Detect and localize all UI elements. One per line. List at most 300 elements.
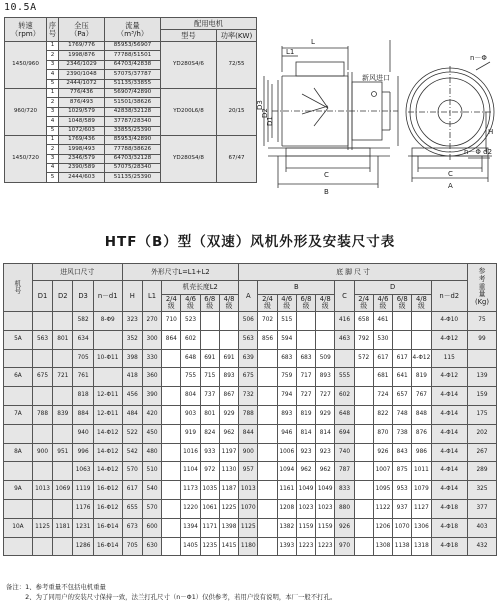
table-cell: 159 xyxy=(468,387,497,406)
seq-cell: 1 xyxy=(47,88,59,97)
table-cell: 794 xyxy=(277,387,296,406)
header-d-68: 6/8 级 xyxy=(393,295,412,312)
table-cell: 14-Φ12 xyxy=(93,424,122,443)
table-cell: 755 xyxy=(181,368,200,387)
table-cell: 510 xyxy=(142,462,161,481)
table-cell: 1208 xyxy=(277,499,296,518)
pressure-cell: 1029/579 xyxy=(59,107,105,116)
table-cell xyxy=(4,499,33,518)
header-d-24: 2/4 级 xyxy=(354,295,373,312)
seq-cell: 4 xyxy=(47,117,59,126)
header-casing-length: 机壳长度L2 xyxy=(162,281,239,295)
table-cell xyxy=(162,518,181,537)
table-cell xyxy=(296,330,315,349)
table-cell: 814 xyxy=(316,424,335,443)
table-cell xyxy=(32,312,52,331)
table-cell xyxy=(258,443,277,462)
header-machine-no: 机 号 xyxy=(4,264,33,312)
table-cell xyxy=(296,312,315,331)
table-cell: 1070 xyxy=(239,499,258,518)
pressure-cell: 2444/1072 xyxy=(59,79,105,88)
seq-cell: 5 xyxy=(47,79,59,88)
table-cell: 900 xyxy=(239,443,258,462)
table-cell: 933 xyxy=(200,443,219,462)
table-cell: 792 xyxy=(354,330,373,349)
table-cell xyxy=(162,349,181,368)
table-cell: 740 xyxy=(335,443,354,462)
table-cell: 657 xyxy=(393,387,412,406)
table-cell xyxy=(93,368,122,387)
notes xyxy=(6,582,336,602)
flow-cell: 37787/28340 xyxy=(105,117,161,126)
table-cell: 681 xyxy=(373,368,392,387)
table-cell: 724 xyxy=(373,387,392,406)
page-title: HTF（B）型（双速）风机外形及安装尺寸表 xyxy=(104,234,396,250)
table-cell: 1181 xyxy=(53,518,73,537)
table-cell: 715 xyxy=(200,368,219,387)
table-cell: 1308 xyxy=(373,537,392,556)
label-fresh-air-inlet: 新风进口 xyxy=(362,74,390,82)
label-b: B xyxy=(324,188,329,196)
table-row xyxy=(4,537,497,556)
pressure-cell: 2390/1048 xyxy=(59,70,105,79)
table-cell: 1223 xyxy=(296,537,315,556)
table-cell xyxy=(258,481,277,500)
side-view xyxy=(264,40,398,188)
table-cell: 658 xyxy=(354,312,373,331)
table-row xyxy=(4,462,497,481)
table-cell: 1104 xyxy=(181,462,200,481)
table-cell: 594 xyxy=(277,330,296,349)
table-cell xyxy=(162,387,181,406)
seq-cell: 3 xyxy=(47,60,59,69)
flow-cell: 57075/37787 xyxy=(105,70,161,79)
table-cell: 957 xyxy=(239,462,258,481)
pressure-cell: 1769/776 xyxy=(59,42,105,51)
pressure-cell: 2390/589 xyxy=(59,164,105,173)
table-cell: 986 xyxy=(412,443,431,462)
table-cell: 416 xyxy=(335,312,354,331)
table-cell: 996 xyxy=(73,443,93,462)
table-cell xyxy=(53,537,73,556)
header-n-d2: n－d2 xyxy=(431,281,467,312)
header-a: A xyxy=(239,281,258,312)
table-cell: 1061 xyxy=(200,499,219,518)
table-cell: 4-Φ14 xyxy=(431,387,467,406)
table-cell: 1159 xyxy=(296,518,315,537)
table-cell: 926 xyxy=(373,443,392,462)
table-cell xyxy=(354,518,373,537)
flow-cell: 85953/56907 xyxy=(105,42,161,51)
table-cell: 4-Φ12 xyxy=(431,368,467,387)
table-cell: 893 xyxy=(277,405,296,424)
note-line: 2、为了同用户的安装尺寸保持一致，法兰打孔尺寸（n－Φ1）仅供参考，若用户没有说明，本厂一般不打孔。 xyxy=(6,593,337,601)
table-cell: 4-Φ18 xyxy=(431,518,467,537)
table-cell xyxy=(393,312,412,331)
table-cell: 432 xyxy=(468,537,497,556)
label-c-front: C xyxy=(448,170,453,178)
table-cell: 542 xyxy=(122,443,142,462)
table-cell: 1094 xyxy=(277,462,296,481)
table-cell: 843 xyxy=(393,443,412,462)
table-cell: 555 xyxy=(335,368,354,387)
table-cell: 12-Φ11 xyxy=(93,387,122,406)
table-row xyxy=(4,424,497,443)
header-model: 型号 xyxy=(161,30,217,42)
table-cell: 10-Φ11 xyxy=(93,349,122,368)
label-d3: D3 xyxy=(256,100,264,110)
table-cell xyxy=(354,481,373,500)
table-cell: 844 xyxy=(239,424,258,443)
header-n-phi-d: n－d1 xyxy=(93,281,122,312)
table-cell: 788 xyxy=(32,405,52,424)
performance-table xyxy=(4,17,257,183)
table-cell: 523 xyxy=(181,312,200,331)
table-cell: 300 xyxy=(142,330,161,349)
table-cell: 16-Φ12 xyxy=(93,499,122,518)
flow-cell: 57075/28340 xyxy=(105,164,161,173)
table-cell: 16-Φ14 xyxy=(93,537,122,556)
table-cell: 1171 xyxy=(200,518,219,537)
table-cell: 962 xyxy=(296,462,315,481)
header-d2: D2 xyxy=(53,281,73,312)
table-cell: 12-Φ11 xyxy=(93,405,122,424)
table-row xyxy=(4,443,497,462)
table-cell: 951 xyxy=(53,443,73,462)
table-cell: 1173 xyxy=(181,481,200,500)
table-cell: 4-Φ14 xyxy=(431,462,467,481)
table-cell xyxy=(200,330,219,349)
label-h: H xyxy=(488,128,494,136)
table-cell: 903 xyxy=(181,405,200,424)
table-cell xyxy=(258,368,277,387)
table-cell: 10A xyxy=(4,518,33,537)
table-cell: 788 xyxy=(239,405,258,424)
table-cell: 1223 xyxy=(316,537,335,556)
table-cell xyxy=(53,312,73,331)
seq-cell: 5 xyxy=(47,173,59,182)
table-cell: 655 xyxy=(122,499,142,518)
table-cell: 463 xyxy=(335,330,354,349)
seq-cell: 2 xyxy=(47,98,59,107)
table-cell xyxy=(53,424,73,443)
table-cell: 929 xyxy=(316,405,335,424)
table-cell: 202 xyxy=(468,424,497,443)
label-d2: D2 xyxy=(261,108,269,118)
table-cell xyxy=(258,405,277,424)
table-row xyxy=(4,312,497,331)
table-row xyxy=(4,481,497,500)
table-cell: 1016 xyxy=(181,443,200,462)
table-cell: 139 xyxy=(468,368,497,387)
table-cell: 1079 xyxy=(412,481,431,500)
table-cell: 748 xyxy=(393,405,412,424)
table-cell: 5A xyxy=(4,330,33,349)
table-cell: 1122 xyxy=(373,499,392,518)
table-cell: 418 xyxy=(122,368,142,387)
table-cell: 648 xyxy=(181,349,200,368)
table-cell: 864 xyxy=(162,330,181,349)
header-motor: 配用电机 xyxy=(161,18,257,30)
table-cell: 1013 xyxy=(239,481,258,500)
table-cell: 824 xyxy=(200,424,219,443)
table-cell: 570 xyxy=(142,499,161,518)
table-row xyxy=(4,330,497,349)
table-cell: 1130 xyxy=(219,462,238,481)
table-cell: 14-Φ12 xyxy=(93,462,122,481)
table-cell: 691 xyxy=(200,349,219,368)
table-cell: 330 xyxy=(142,349,161,368)
table-cell xyxy=(354,368,373,387)
header-d1: D1 xyxy=(32,281,52,312)
table-cell: 926 xyxy=(335,518,354,537)
table-row xyxy=(4,405,497,424)
flow-cell: 77788/38626 xyxy=(105,145,161,154)
table-cell xyxy=(258,518,277,537)
speed-cell: 1450/720 xyxy=(5,135,47,182)
table-cell: 4-Φ12 xyxy=(431,330,467,349)
table-cell xyxy=(258,387,277,406)
table-cell: 7A xyxy=(4,405,33,424)
table-cell: 289 xyxy=(468,462,497,481)
table-cell: 856 xyxy=(258,330,277,349)
table-cell: 929 xyxy=(219,405,238,424)
seq-cell: 2 xyxy=(47,51,59,60)
table-cell xyxy=(258,349,277,368)
table-cell: 1235 xyxy=(200,537,219,556)
table-cell: 515 xyxy=(277,312,296,331)
table-cell: 880 xyxy=(335,499,354,518)
table-cell: 1049 xyxy=(296,481,315,500)
table-cell: 870 xyxy=(373,424,392,443)
table-cell xyxy=(4,387,33,406)
header-d3: D3 xyxy=(73,281,93,312)
table-cell: 867 xyxy=(219,387,238,406)
flow-cell: 42838/32128 xyxy=(105,107,161,116)
table-cell xyxy=(4,462,33,481)
label-l1: L1 xyxy=(286,48,295,56)
table-cell: 727 xyxy=(316,387,335,406)
table-cell xyxy=(32,462,52,481)
table-cell: 937 xyxy=(393,499,412,518)
table-cell: 1063 xyxy=(73,462,93,481)
table-cell: 972 xyxy=(200,462,219,481)
header-h: H xyxy=(122,281,142,312)
header-b-46: 4/6 级 xyxy=(277,295,296,312)
table-cell: 420 xyxy=(142,405,161,424)
table-cell: 962 xyxy=(316,462,335,481)
table-cell: 563 xyxy=(239,330,258,349)
table-cell xyxy=(258,499,277,518)
seq-cell: 2 xyxy=(47,145,59,154)
table-cell: 683 xyxy=(277,349,296,368)
table-cell xyxy=(162,481,181,500)
table-cell: 582 xyxy=(73,312,93,331)
table-cell: 833 xyxy=(335,481,354,500)
table-cell: 1013 xyxy=(32,481,52,500)
seq-cell: 1 xyxy=(47,135,59,144)
flow-cell: 51135/33855 xyxy=(105,79,161,88)
table-cell xyxy=(32,499,52,518)
table-cell xyxy=(53,499,73,518)
flow-cell: 51501/38626 xyxy=(105,98,161,107)
table-cell: 563 xyxy=(32,330,52,349)
pressure-cell: 876/493 xyxy=(59,98,105,107)
flow-cell: 64703/32128 xyxy=(105,154,161,163)
table-cell: 602 xyxy=(335,387,354,406)
table-cell: 4-Φ14 xyxy=(431,405,467,424)
table-row xyxy=(4,349,497,368)
table-cell: 1035 xyxy=(200,481,219,500)
front-view xyxy=(406,62,494,182)
table-row xyxy=(4,499,497,518)
label-n-phi: n－Φ xyxy=(470,54,487,62)
table-cell: 9A xyxy=(4,481,33,500)
table-cell: 691 xyxy=(219,349,238,368)
table-cell: 1393 xyxy=(277,537,296,556)
pressure-cell: 2346/579 xyxy=(59,154,105,163)
table-cell xyxy=(200,312,219,331)
table-cell: 484 xyxy=(122,405,142,424)
table-cell: 876 xyxy=(412,424,431,443)
power-cell: 67/47 xyxy=(217,135,257,182)
header-b-24: 2/4 级 xyxy=(258,295,277,312)
table-cell xyxy=(354,387,373,406)
header-outline-size: 外形尺寸L=L1+L2 xyxy=(122,264,239,281)
model-cell: YD200L6/8 xyxy=(161,88,217,135)
seq-cell: 3 xyxy=(47,154,59,163)
table-cell xyxy=(219,312,238,331)
table-cell: 16-Φ14 xyxy=(93,518,122,537)
power-cell: 72/55 xyxy=(217,42,257,89)
table-cell: 1405 xyxy=(181,537,200,556)
header-b-68: 6/8 级 xyxy=(296,295,315,312)
table-cell: 1180 xyxy=(239,537,258,556)
table-cell: 6A xyxy=(4,368,33,387)
table-cell: 694 xyxy=(335,424,354,443)
table-cell: 953 xyxy=(393,481,412,500)
header-l2-48: 4/8 级 xyxy=(219,295,238,312)
table-cell: 4-Φ18 xyxy=(431,499,467,518)
table-cell: 1176 xyxy=(73,499,93,518)
header-d: D xyxy=(354,281,431,295)
seq-cell: 4 xyxy=(47,164,59,173)
table-cell: 360 xyxy=(142,368,161,387)
table-cell xyxy=(53,462,73,481)
table-cell: 1125 xyxy=(32,518,52,537)
header-d-48: 4/8 级 xyxy=(412,295,431,312)
table-cell xyxy=(354,424,373,443)
header-power: 功率(KW) xyxy=(217,30,257,42)
table-cell xyxy=(162,368,181,387)
label-d1: D1 xyxy=(266,116,274,126)
flow-cell: 56907/42890 xyxy=(105,88,161,97)
table-cell: 115 xyxy=(431,349,467,368)
table-cell: 398 xyxy=(122,349,142,368)
table-cell: 1415 xyxy=(219,537,238,556)
table-cell: 267 xyxy=(468,443,497,462)
table-cell xyxy=(258,537,277,556)
table-cell: 900 xyxy=(32,443,52,462)
table-cell: 923 xyxy=(296,443,315,462)
table-cell: 390 xyxy=(142,387,161,406)
header-inlet-size: 进风口尺寸 xyxy=(32,264,122,281)
header-seq: 序 号 xyxy=(47,18,59,42)
table-cell: 801 xyxy=(200,405,219,424)
table-cell: 323 xyxy=(122,312,142,331)
table-cell xyxy=(162,462,181,481)
label-l: L xyxy=(311,38,315,46)
table-cell xyxy=(162,424,181,443)
table-cell xyxy=(412,330,431,349)
flow-cell: 33855/25390 xyxy=(105,126,161,135)
table-cell: 634 xyxy=(73,330,93,349)
table-cell: 727 xyxy=(296,387,315,406)
table-cell: 1125 xyxy=(239,518,258,537)
table-cell xyxy=(4,424,33,443)
table-cell xyxy=(258,462,277,481)
table-cell xyxy=(258,424,277,443)
header-l2-46: 4/6 级 xyxy=(181,295,200,312)
section-title: 10.5A xyxy=(4,2,37,13)
table-cell: 8-Φ9 xyxy=(93,312,122,331)
pressure-cell: 1998/493 xyxy=(59,145,105,154)
header-d-46: 4/6 级 xyxy=(373,295,392,312)
table-cell: 1011 xyxy=(412,462,431,481)
table-cell: 570 xyxy=(122,462,142,481)
table-row xyxy=(4,387,497,406)
header-ref-weight: 参 考 重 量 (Kg) xyxy=(468,264,497,312)
table-cell: 839 xyxy=(53,405,73,424)
table-cell: 522 xyxy=(122,424,142,443)
table-cell xyxy=(162,405,181,424)
table-cell xyxy=(162,499,181,518)
table-cell: 75 xyxy=(468,312,497,331)
table-cell: 4-Φ14 xyxy=(431,424,467,443)
table-cell: 648 xyxy=(335,405,354,424)
table-cell xyxy=(4,537,33,556)
table-cell: 4-Φ10 xyxy=(431,312,467,331)
table-cell: 8A xyxy=(4,443,33,462)
table-cell: 1023 xyxy=(296,499,315,518)
table-cell xyxy=(4,312,33,331)
table-cell xyxy=(53,349,73,368)
table-cell: 818 xyxy=(73,387,93,406)
table-cell: 641 xyxy=(393,368,412,387)
table-cell: 456 xyxy=(122,387,142,406)
table-cell: 875 xyxy=(393,462,412,481)
table-cell xyxy=(162,443,181,462)
table-cell: 673 xyxy=(122,518,142,537)
header-l2-24: 2/4 级 xyxy=(162,295,181,312)
table-cell: 600 xyxy=(142,518,161,537)
table-cell xyxy=(4,349,33,368)
table-cell: 1138 xyxy=(393,537,412,556)
table-cell: 1382 xyxy=(277,518,296,537)
table-cell: 1220 xyxy=(181,499,200,518)
table-cell: 738 xyxy=(393,424,412,443)
label-n-phi-d2: n－Φ d2 xyxy=(464,148,493,156)
table-cell: 1007 xyxy=(373,462,392,481)
table-cell: 1187 xyxy=(219,481,238,500)
table-cell: 617 xyxy=(393,349,412,368)
table-cell: 683 xyxy=(296,349,315,368)
table-cell: 767 xyxy=(412,387,431,406)
table-cell: 509 xyxy=(316,349,335,368)
header-flow: 流量 （m³/h） xyxy=(105,18,161,42)
table-cell: 1197 xyxy=(219,443,238,462)
pressure-cell: 1048/589 xyxy=(59,117,105,126)
